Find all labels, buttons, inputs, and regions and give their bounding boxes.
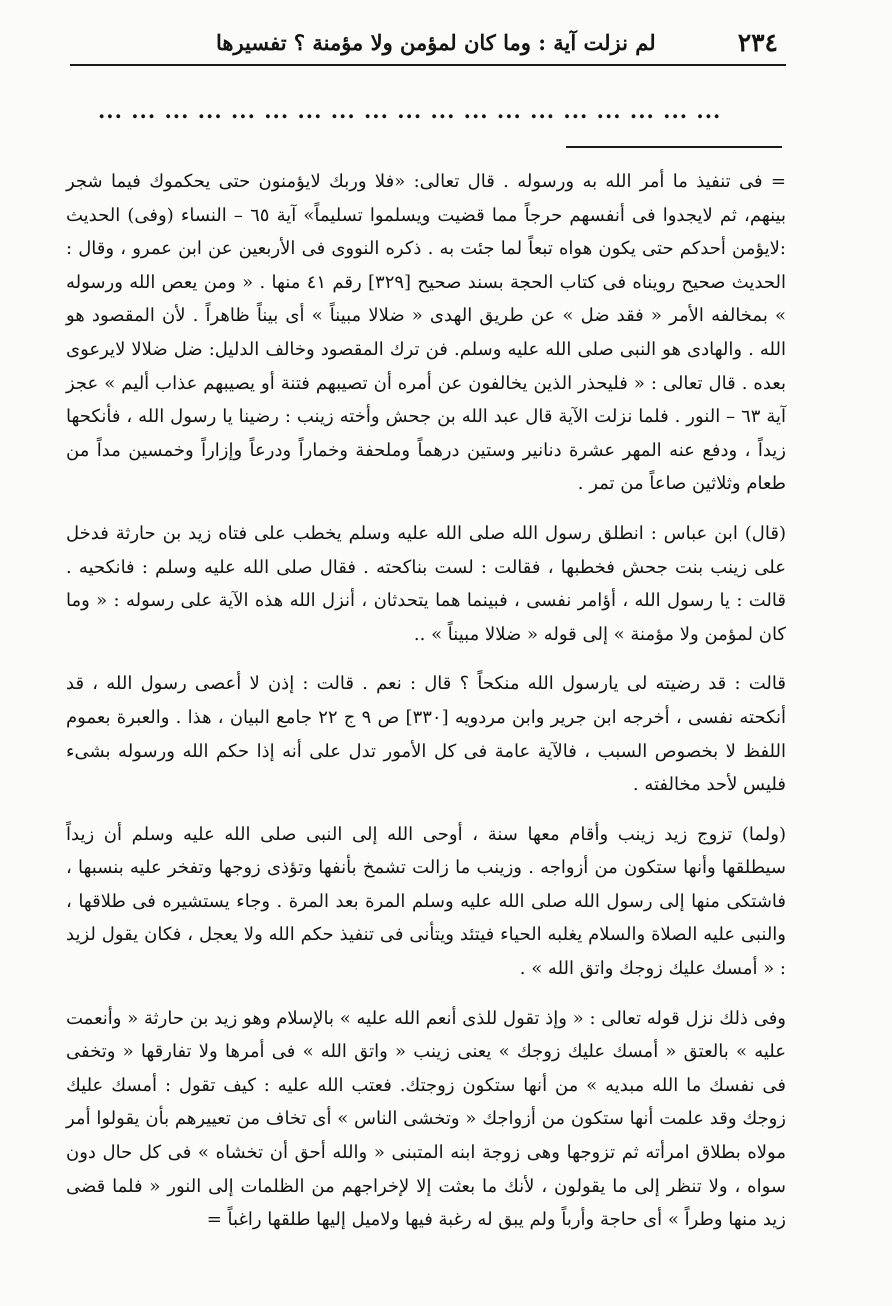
paragraph-1: = فى تنفيذ ما أمر الله به ورسوله . قال تعالى: «فلا وربك لايؤمنون حتى يحكموك فيما شجر بينهم، ثم لايجدوا فى أنفسهم حرجاً مما قضيت ويسلموا تسليماً» آية ٦٥ – النساء (وفى) الحديث :لايؤمن أحدكم حتى يكون هواه تبعاً لما جئت به . ذكره النووى فى الأربعين عن ابن عمرو ، وقال : الحديث صحيح رويناه فى كتاب الحجة بسند صحيح [٣٢٩] رقم ٤١ منها . « ومن يعص الله ورسوله » بمخالفه الأمر « فقد ضل » عن طريق الهدى « ضلالا مبيناً » أى بيناً ظاهراً . لأن المقصود هو الله . والهادى هو النبى صلى الله عليه وسلم. فن ترك المقصود وخالف الدليل: ضل ضلالا لايرعوى بعده . قال تعالى : « فليحذر الذين يخالفون عن أمره أن تصيبهم فتنة أو يصيبهم عذاب أليم » عجز آية ٦٣ – النور . فلما نزلت الآية قال عبد الله بن جحش وأخته زينب : رضينا يا رسول الله ، فأنكحها زيداً ، ودفع عنه المهر عشرة دنانير وستين درهماً وملحفة وخماراً ودرعاً وإزاراً وخمسين مداً من طعام وثلاثين صاعاً من تمر . xyxy=(66,171,786,495)
paragraph-5: وفى ذلك نزل قوله تعالى : « وإذ تقول للذى أنعم الله عليه » بالإسلام وهو زيد بن حارثة « وأنعمت عليه » بالعتق « أمسك عليك زوجك » يعنى زينب « واتق الله » فى أمرها ولا تفارقها « وتخفى فى نفسك ما الله مبديه » من أنها ستكون زوجتك. فعتب الله عليه : كيف تقول : أمسك عليك زوجك وقد علمت أنها ستكون من أزواجك « وتخشى الناس » أى تخاف من تعييرهم بأن يقولوا أمر مولاه بطلاق امرأته ثم تزوجها وهى زوجة ابنه المتبنى « والله أحق أن تخشاه » فى كل حال دون سواه ، ولا تنظر إلى ما يقولون ، لأنك ما بعثت إلا لإخراجهم من الظلمات إلى النور « فلما قضى زيد منها وطراً » أى حاجة وأرباً ولم يبق له رغبة فيها ولاميل إليها طلقها راغباً = xyxy=(66,1007,786,1231)
body-text xyxy=(66,165,786,1237)
paragraph-4: (ولما) تزوج زيد زينب وأقام معها سنة ، أوحى الله إلى النبى صلى الله عليه وسلم أن زيداً سيطلقها وأنها ستكون من أزواجه . وزينب ما زالت تشمخ بأنفها وتؤذى زوجها وتفخر عليه بنسبها ، فاشتكى منها إلى رسول الله صلى الله عليه وسلم المرة بعد المرة . وجاء يستشيره فى طلاقها ، والنبى عليه الصلاة والسلام يغلبه الحياء فيتئد ويتأنى فى تنفيذ حكم الله ولا يعجل ، فكان يقول لزيد : « أمسك عليك زوجك واتق الله » . xyxy=(66,823,786,980)
paragraph-2: (قال) ابن عباس : انطلق رسول الله صلى الله عليه وسلم يخطب على فتاه زيد بن حارثة فدخل على زينب بنت جحش فخطبها ، فقالت : لست بناكحته . فقال صلى الله عليه وسلم : فانكحيه . قالت : يا رسول الله ، أؤامر نفسى ، فبينما هما يتحدثان ، أنزل الله هذه الآية على رسوله : « وما كان لمؤمن ولا مؤمنة » إلى قوله « ضلالا مبيناً » .. xyxy=(66,522,786,645)
ellipsis-separator: ... ... ... ... ... ... ... ... ... ... ... ... ... ... ... ... ... ... ... xyxy=(98,98,722,123)
page-header xyxy=(68,18,786,64)
paragraph-3: قالت : قد رضيته لى يارسول الله منكحاً ؟ قال : نعم . قالت : إذن لا أعصى رسول الله ، قد أنكحته نفسى ، أخرجه ابن جرير وابن مردويه [٣٣٠] ص ٩ ج ٢٢ جامع البيان ، هذا . والعبرة بعموم اللفظ لا بخصوص السبب ، فالآية عامة فى كل الأمور تدل على أنه إذا حكم الله ورسوله بشىء فليس لأحد مخالفته . xyxy=(66,673,787,796)
running-title: لم نزلت آية : وما كان لمؤمن ولا مؤمنة ؟ تفسيرها xyxy=(216,30,656,55)
page-number: ٢٣٤ xyxy=(737,28,778,57)
footnote-separator-rule xyxy=(566,146,782,148)
header-rule xyxy=(70,64,786,66)
